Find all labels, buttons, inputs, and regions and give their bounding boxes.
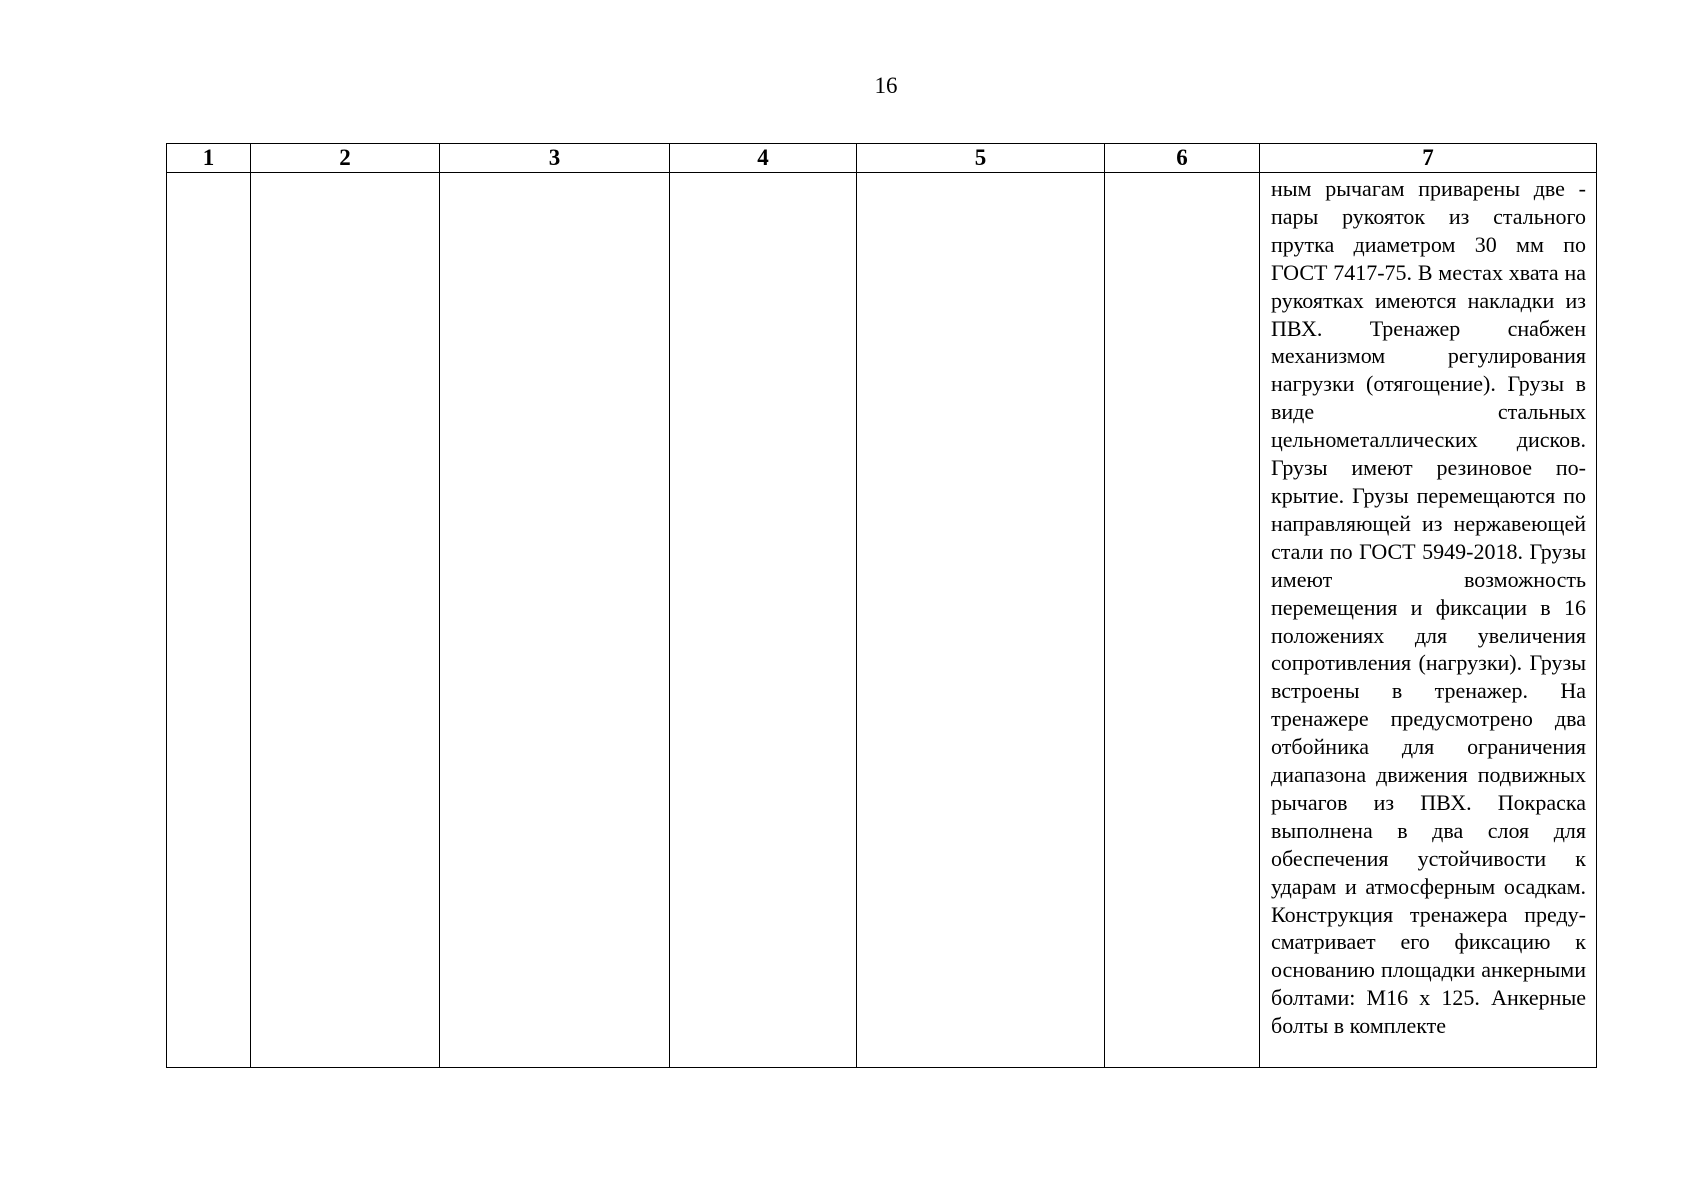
column-header-3: 3: [440, 144, 670, 173]
cell-col-7: [1260, 173, 1597, 1068]
description-text: ным рычагам приварены две - пары рукояток из стального прутка диаметром 30 мм по ГОСТ 7417-75. В местах хвата на рукоятках имеются накладки из ПВХ. Тренажер снабжен механизмом регулирования нагрузки (отягощение). Грузы в виде стальных цельнометаллических дисков. Грузы имеют резиновое покрытие. Грузы перемещаются по направляющей из нержавеющей стали по ГОСТ 5949-2018. Грузы имеют возможность перемещения и фиксации в 16 положениях для увеличения сопротивления (нагрузки). Грузы встроены в тренажер. На тренажере предусмотрено два отбойника для ограничения диапазона движения подвижных рычагов из ПВХ. Покраска выполнена в два слоя для обеспечения устойчивости к ударам и атмосферным осадкам. Конструкция тренажера предусматривает его фиксацию к основанию площадки анкерными болтами: М16 х 125. Анкерные болты в комплекте: [1271, 176, 1586, 1039]
cell-col-4: [670, 173, 857, 1068]
page-number: 16: [874, 73, 898, 98]
table-row: [167, 173, 1597, 1068]
cell-col-3: [440, 173, 670, 1068]
column-header-1: 1: [167, 144, 251, 173]
column-header-2: 2: [251, 144, 440, 173]
cell-col-6: [1105, 173, 1260, 1068]
column-header-7: 7: [1260, 144, 1597, 173]
column-header-5: 5: [857, 144, 1105, 173]
cell-col-1: [167, 173, 251, 1068]
column-header-6: 6: [1105, 144, 1260, 173]
specification-table: [166, 143, 1597, 1068]
cell-col-5: [857, 173, 1105, 1068]
header-row: [167, 144, 1597, 173]
column-header-4: 4: [670, 144, 857, 173]
cell-col-2: [251, 173, 440, 1068]
